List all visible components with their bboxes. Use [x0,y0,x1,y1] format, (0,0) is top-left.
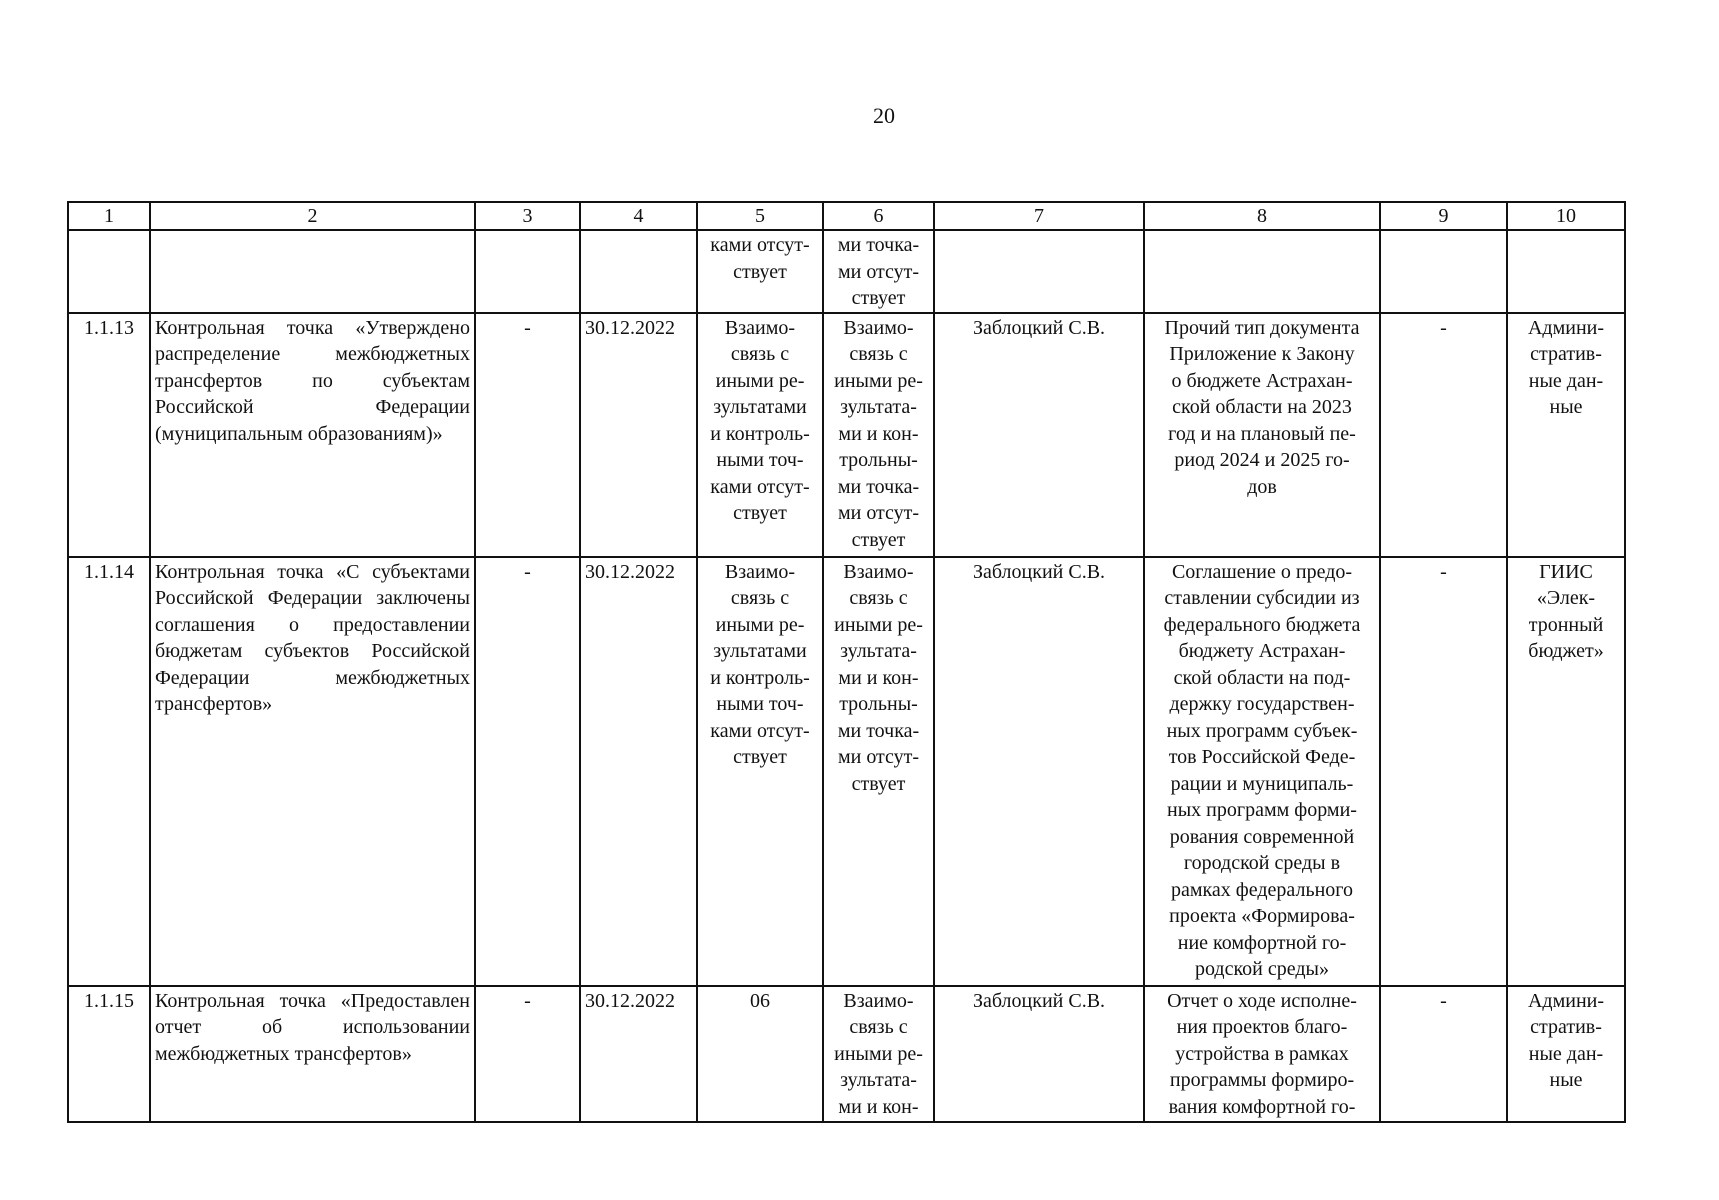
col9-cell: - [1380,986,1507,1122]
col-header-8: 8 [1144,202,1380,230]
col-header-2: 2 [150,202,475,230]
col5-cell: 06 [697,986,823,1122]
table-row [68,986,1625,1122]
control-point-name-cell [150,230,475,313]
info-source-cell: Админи- стратив- ные дан- ные [1507,986,1625,1122]
col-header-6: 6 [823,202,934,230]
col5-cell: Взаимо- связь с иными ре- зультатами и контроль- ными точ- ками отсут- ствует [697,557,823,986]
date-cell: 30.12.2022 [580,313,697,557]
row-number-cell [68,230,150,313]
col-header-4: 4 [580,202,697,230]
control-point-name-cell: Контрольная точка «С субъектами Российской Федерации заключены соглашения о предоставлении бюджетам субъектов Российской Федерации межбюджетных трансфертов» [150,557,475,986]
col5-cell: ками отсут- ствует [697,230,823,313]
page-number: 20 [873,103,895,128]
date-cell: 30.12.2022 [580,557,697,986]
col3-cell: - [475,986,580,1122]
date-cell: 30.12.2022 [580,986,697,1122]
col-header-7: 7 [934,202,1144,230]
row-number-cell: 1.1.13 [68,313,150,557]
table-header-row [68,202,1625,230]
col9-cell: - [1380,313,1507,557]
col-header-9: 9 [1380,202,1507,230]
responsible-cell: Заблоцкий С.В. [934,557,1144,986]
col9-cell [1380,230,1507,313]
info-source-cell: Админи- стратив- ные дан- ные [1507,313,1625,557]
col-header-3: 3 [475,202,580,230]
row-number-cell: 1.1.15 [68,986,150,1122]
document-cell: Соглашение о предо- ставлении субсидии из федерального бюджета бюджету Астрахан- ской области на под- держку государствен- ных программ субъек- тов Российской Феде- рации и муниципаль- ных программ форми- рования современной городской среды в рамках федерального проекта «Формирова- ние комфортной го- родской среды» [1144,557,1380,986]
control-point-name-cell: Контрольная точка «Предоставлен отчет об использовании межбюджетных трансфертов» [150,986,475,1122]
col3-cell: - [475,313,580,557]
responsible-cell: Заблоцкий С.В. [934,986,1144,1122]
col6-cell: Взаимо- связь с иными ре- зультата- ми и кон- трольны- ми точка- ми отсут- ствует [823,557,934,986]
responsible-cell: Заблоцкий С.В. [934,313,1144,557]
col6-cell: ми точка- ми отсут- ствует [823,230,934,313]
table-row [68,230,1625,313]
col6-cell: Взаимо- связь с иными ре- зультата- ми и кон- [823,986,934,1122]
col-header-10: 10 [1507,202,1625,230]
date-cell [580,230,697,313]
col-header-5: 5 [697,202,823,230]
document-cell: Прочий тип документа Приложение к Закону о бюджете Астрахан- ской области на 2023 год и на плановый пе- риод 2024 и 2025 го- дов [1144,313,1380,557]
control-points-table [67,201,1626,1123]
col6-cell: Взаимо- связь с иными ре- зультата- ми и кон- трольны- ми точка- ми отсут- ствует [823,313,934,557]
document-cell: Отчет о ходе исполне- ния проектов благо- устройства в рамках программы формиро- вания комфортной го- [1144,986,1380,1122]
responsible-cell [934,230,1144,313]
col3-cell [475,230,580,313]
table-row [68,557,1625,986]
col9-cell: - [1380,557,1507,986]
document-cell [1144,230,1380,313]
control-point-name-cell: Контрольная точка «Утверждено распределение межбюджетных трансфертов по субъектам Российской Федерации (муниципальным образованиям)» [150,313,475,557]
info-source-cell [1507,230,1625,313]
col3-cell: - [475,557,580,986]
row-number-cell: 1.1.14 [68,557,150,986]
col-header-1: 1 [68,202,150,230]
info-source-cell: ГИИС «Элек- тронный бюджет» [1507,557,1625,986]
col5-cell: Взаимо- связь с иными ре- зультатами и контроль- ными точ- ками отсут- ствует [697,313,823,557]
table-row [68,313,1625,557]
